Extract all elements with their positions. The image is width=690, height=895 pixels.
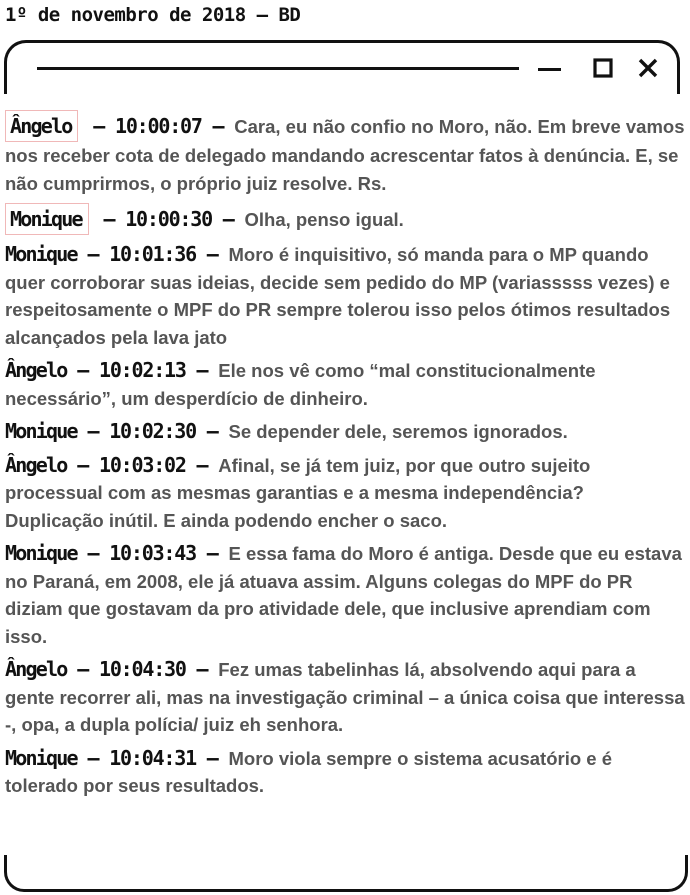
chat-message <box>5 540 685 650</box>
message-meta: – 10:00:07 – <box>82 114 235 138</box>
maximize-button[interactable] <box>589 55 617 83</box>
close-icon <box>635 55 663 83</box>
minimize-icon <box>535 55 563 83</box>
chat-message <box>5 110 685 197</box>
window-bottom-frame <box>4 855 688 892</box>
speaker-name: Ângelo <box>5 110 78 142</box>
message-text: Afinal, se já tem juiz, por que outro sujeito processual com as mesmas garantias e a mesma independência? Duplicação inútil. E ainda podendo encher o saco. <box>5 454 591 531</box>
message-time: 10:04:31 <box>109 745 196 770</box>
speaker-name: Monique <box>5 242 77 266</box>
speaker-name: Monique <box>5 203 89 235</box>
message-time: 10:01:36 <box>109 242 196 266</box>
chat-message <box>5 203 685 235</box>
message-time: 10:03:43 <box>109 541 196 565</box>
chat-message <box>5 357 685 412</box>
message-text: Se depender dele, seremos ignorados. <box>228 421 568 442</box>
speaker-name: Monique <box>5 419 77 443</box>
message-meta: – 10:03:43 – <box>76 541 229 565</box>
message-text: Olha, penso igual. <box>244 209 404 230</box>
message-time: 10:04:30 <box>98 657 186 681</box>
message-meta: – 10:04:30 – <box>66 657 219 681</box>
speaker-name: Monique <box>5 745 77 770</box>
message-meta: – 10:01:36 – <box>76 242 229 266</box>
speaker-name: Monique <box>5 541 77 565</box>
message-text: Ele nos vê como “mal constitucionalmente necessário”, um desperdício de dinheiro. <box>5 360 596 409</box>
message-text: Fez umas tabelinhas lá, absolvendo aqui para a gente recorrer ali, mas na investigação criminal – a única coisa que interessa -, opa, a dupla polícia/ juiz eh senhora. <box>5 659 685 735</box>
maximize-icon <box>589 55 617 83</box>
close-button[interactable] <box>635 55 663 83</box>
message-text: Cara, eu não confio no Moro, não. Em breve vamos nos receber cota de delegado mandando acrescentar fatos à denúncia. E, se não cumprirmos, o próprio juiz resolve. Rs. <box>5 116 685 194</box>
chat-message <box>5 745 685 800</box>
message-text: E essa fama do Moro é antiga. Desde que eu estava no Paraná, em 2008, ele já atuava assim. Alguns colegas do MPF do PR diziam que gostavam da pro atividade dele, que inclusive aprendiam com isso. <box>5 543 682 647</box>
message-time: 10:00:30 <box>125 207 212 231</box>
message-time: 10:02:30 <box>109 419 196 443</box>
speaker-name: Ângelo <box>5 657 67 681</box>
chat-transcript <box>5 110 685 806</box>
speaker-name: Ângelo <box>5 452 67 477</box>
chat-message <box>5 656 685 739</box>
message-time: 10:03:02 <box>98 452 186 477</box>
minimize-button[interactable] <box>535 55 563 83</box>
speaker-name: Ângelo <box>5 358 67 382</box>
window-title-bar <box>4 40 680 94</box>
chat-message <box>5 452 685 535</box>
message-meta: – 10:03:02 – <box>66 452 219 477</box>
message-meta: – 10:02:30 – <box>76 419 229 443</box>
message-meta: – 10:00:30 – <box>92 207 245 231</box>
chat-message <box>5 241 685 351</box>
message-time: 10:00:07 <box>114 114 202 138</box>
message-time: 10:02:13 <box>98 358 186 382</box>
message-text: Moro é inquisitivo, só manda para o MP quando quer corroborar suas ideias, decide sem pedido do MP (variasssss vezes) e respeitosamente o MPF do PR sempre tolerou isso pelos ótimos resultados alcançados pela lava jato <box>5 244 671 348</box>
message-meta: – 10:02:13 – <box>66 358 219 382</box>
message-meta: – 10:04:31 – <box>76 745 229 770</box>
title-bar-line <box>37 67 519 70</box>
page-title: 1º de novembro de 2018 – BD <box>5 4 301 26</box>
message-text: Moro viola sempre o sistema acusatório e é tolerado por seus resultados. <box>5 747 612 796</box>
chat-message <box>5 418 685 446</box>
